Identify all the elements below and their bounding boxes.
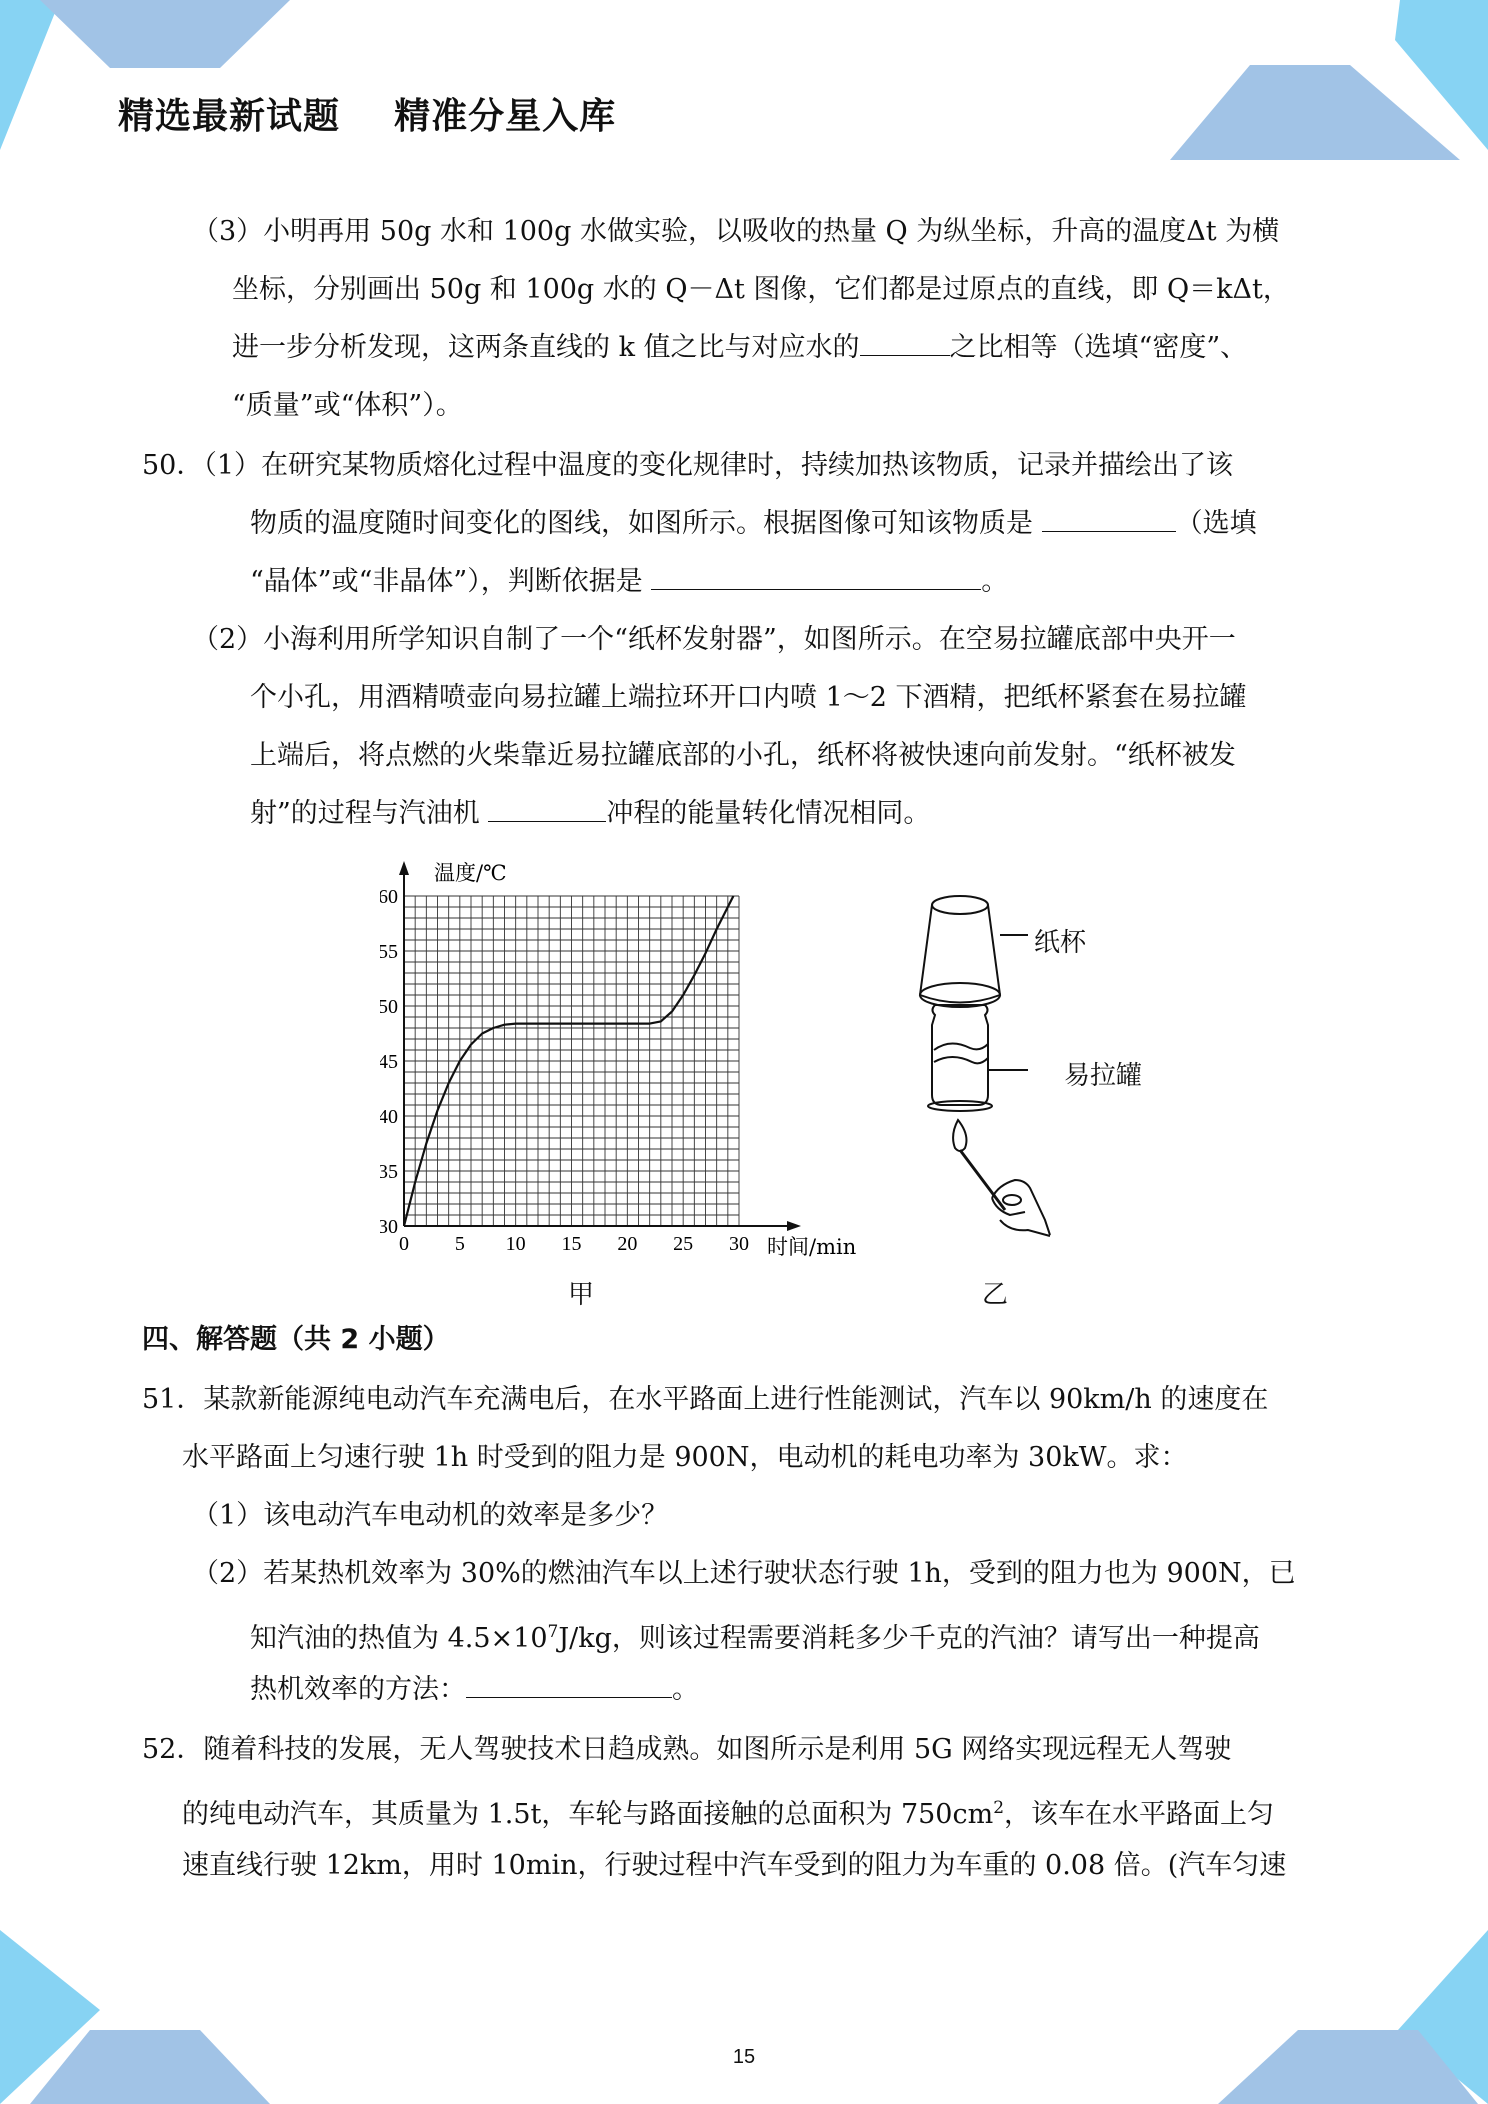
top-right-decoration — [1170, 0, 1488, 170]
q49-p3-line4: “质量”或“体积”）。 — [232, 390, 463, 421]
x-axis-arrow — [787, 1221, 801, 1231]
text: 进一步分析发现，这两条直线的 k 值之比与对应水的 — [232, 332, 860, 363]
q52-line3: 速直线行驶 12km，用时 10min，行驶过程中汽车受到的阻力为车重的 0.08 倍。(汽车匀速 — [182, 1850, 1287, 1881]
bottom-right-decoration — [1188, 1930, 1488, 2104]
q51-line4: （2）若某热机效率为 30%的燃油汽车以上述行驶状态行驶 1h，受到的阻力也为 900N，已 — [192, 1558, 1296, 1589]
text: 热机效率的方法： — [250, 1674, 466, 1705]
figure-label-left: 甲 — [568, 1280, 595, 1310]
y-tick-label: 60 — [380, 886, 398, 908]
x-tick-label: 5 — [454, 1233, 465, 1255]
q52-line2 — [182, 1788, 1274, 1835]
cup-top — [932, 896, 988, 914]
text: 物质的温度随时间变化的图线，如图所示。根据图像可知该物质是 — [250, 508, 1042, 539]
x-tick-label: 15 — [561, 1233, 582, 1255]
flame — [953, 1120, 966, 1151]
exponent: 7 — [547, 1622, 559, 1642]
cup-label: 纸杯 — [1034, 928, 1087, 958]
y-tick-label: 30 — [380, 1216, 398, 1238]
text: “晶体”或“非晶体”），判断依据是 — [250, 566, 652, 597]
x-axis-label: 时间/min — [767, 1235, 857, 1259]
q50-p2-line2: 个小孔，用酒精喷壶向易拉罐上端拉环开口内喷 1～2 下酒精，把纸杯紧套在易拉罐 — [250, 682, 1247, 713]
y-axis-arrow — [399, 861, 409, 875]
q51-line1: 51．某款新能源纯电动汽车充满电后，在水平路面上进行性能测试，汽车以 90km/h 的速度在 — [142, 1384, 1269, 1415]
x-tick-label: 10 — [505, 1233, 526, 1255]
q51-line3: （1）该电动汽车电动机的效率是多少？ — [192, 1500, 669, 1531]
top-left-decoration — [0, 0, 300, 170]
q49-p3-line1: （3）小明再用 50g 水和 100g 水做实验，以吸收的热量 Q 为纵坐标，升高的温度Δt 为横 — [192, 216, 1280, 247]
q51-line2: 水平路面上匀速行驶 1h 时受到的阻力是 900N，电动机的耗电功率为 30kW。求： — [182, 1442, 1188, 1473]
answer-blank[interactable] — [860, 329, 950, 356]
q50-line2 — [250, 504, 1257, 544]
x-tick-label: 25 — [673, 1233, 694, 1255]
y-tick-label: 50 — [380, 996, 398, 1018]
temperature-chart — [380, 848, 900, 1272]
q51-line6 — [250, 1670, 699, 1710]
x-tick-label: 0 — [399, 1233, 409, 1255]
chart-svg — [380, 848, 900, 1268]
q50-p2-line3: 上端后，将点燃的火柴靠近易拉罐底部的小孔，纸杯将被快速向前发射。“纸杯被发 — [250, 740, 1236, 771]
q50-line3 — [250, 562, 1008, 602]
text: 。 — [672, 1674, 699, 1705]
match — [960, 1150, 1005, 1210]
q52-line1: 52．随着科技的发展，无人驾驶技术日趋成熟。如图所示是利用 5G 网络实现远程无人驾驶 — [142, 1734, 1232, 1765]
y-tick-label: 40 — [380, 1106, 398, 1128]
hand — [992, 1180, 1050, 1235]
text: 。 — [981, 566, 1009, 597]
answer-blank[interactable] — [466, 1671, 672, 1698]
cup-body — [920, 905, 1000, 1003]
q49-p3-line3 — [232, 328, 1247, 368]
bottom-left-decoration — [0, 1930, 300, 2104]
q50-p2-line4 — [250, 794, 930, 834]
q50-line1: 50．（1）在研究某物质熔化过程中温度的变化规律时，持续加热该物质，记录并描绘出了该 — [142, 450, 1234, 481]
x-tick-label: 30 — [729, 1233, 749, 1255]
exponent: 2 — [993, 1798, 1005, 1818]
text: J/kg，则该过程需要消耗多少千克的汽油？请写出一种提高 — [558, 1623, 1260, 1654]
figure-label-right: 乙 — [982, 1280, 1009, 1310]
y-tick-label: 35 — [380, 1161, 398, 1183]
y-axis-label: 温度/℃ — [434, 861, 507, 885]
answer-blank[interactable] — [1042, 505, 1176, 532]
y-tick-label: 45 — [380, 1051, 398, 1073]
text: 的纯电动汽车，其质量为 1.5t，车轮与路面接触的总面积为 750cm — [182, 1799, 994, 1830]
answer-blank[interactable] — [488, 795, 606, 822]
text: 射”的过程与汽油机 — [250, 798, 489, 829]
q49-p3-line2: 坐标，分别画出 50g 和 100g 水的 Q－Δt 图像，它们都是过原点的直线，即 Q＝kΔt， — [232, 274, 1290, 305]
text: 冲程的能量转化情况相同。 — [606, 798, 931, 829]
text: （选填 — [1175, 508, 1257, 539]
page-number: 15 — [732, 2046, 756, 2068]
x-tick-label: 20 — [617, 1233, 638, 1255]
text: 知汽油的热值为 4.5×10 — [250, 1623, 548, 1654]
text: 之比相等（选填“密度”、 — [949, 332, 1248, 363]
header-title: 精选最新试题 精准分星入库 — [118, 96, 617, 137]
can-label: 易拉罐 — [1064, 1061, 1143, 1091]
q50-p2-line1: （2）小海利用所学知识自制了一个“纸杯发射器”，如图所示。在空易拉罐底部中央开一 — [192, 624, 1236, 655]
y-tick-label: 55 — [380, 941, 398, 963]
section-heading: 四、解答题（共 2 小题） — [142, 1324, 450, 1355]
answer-blank[interactable] — [651, 563, 981, 590]
q51-line5 — [250, 1612, 1260, 1659]
text: ，该车在水平路面上匀 — [1004, 1799, 1275, 1830]
can-body — [932, 1005, 988, 1105]
